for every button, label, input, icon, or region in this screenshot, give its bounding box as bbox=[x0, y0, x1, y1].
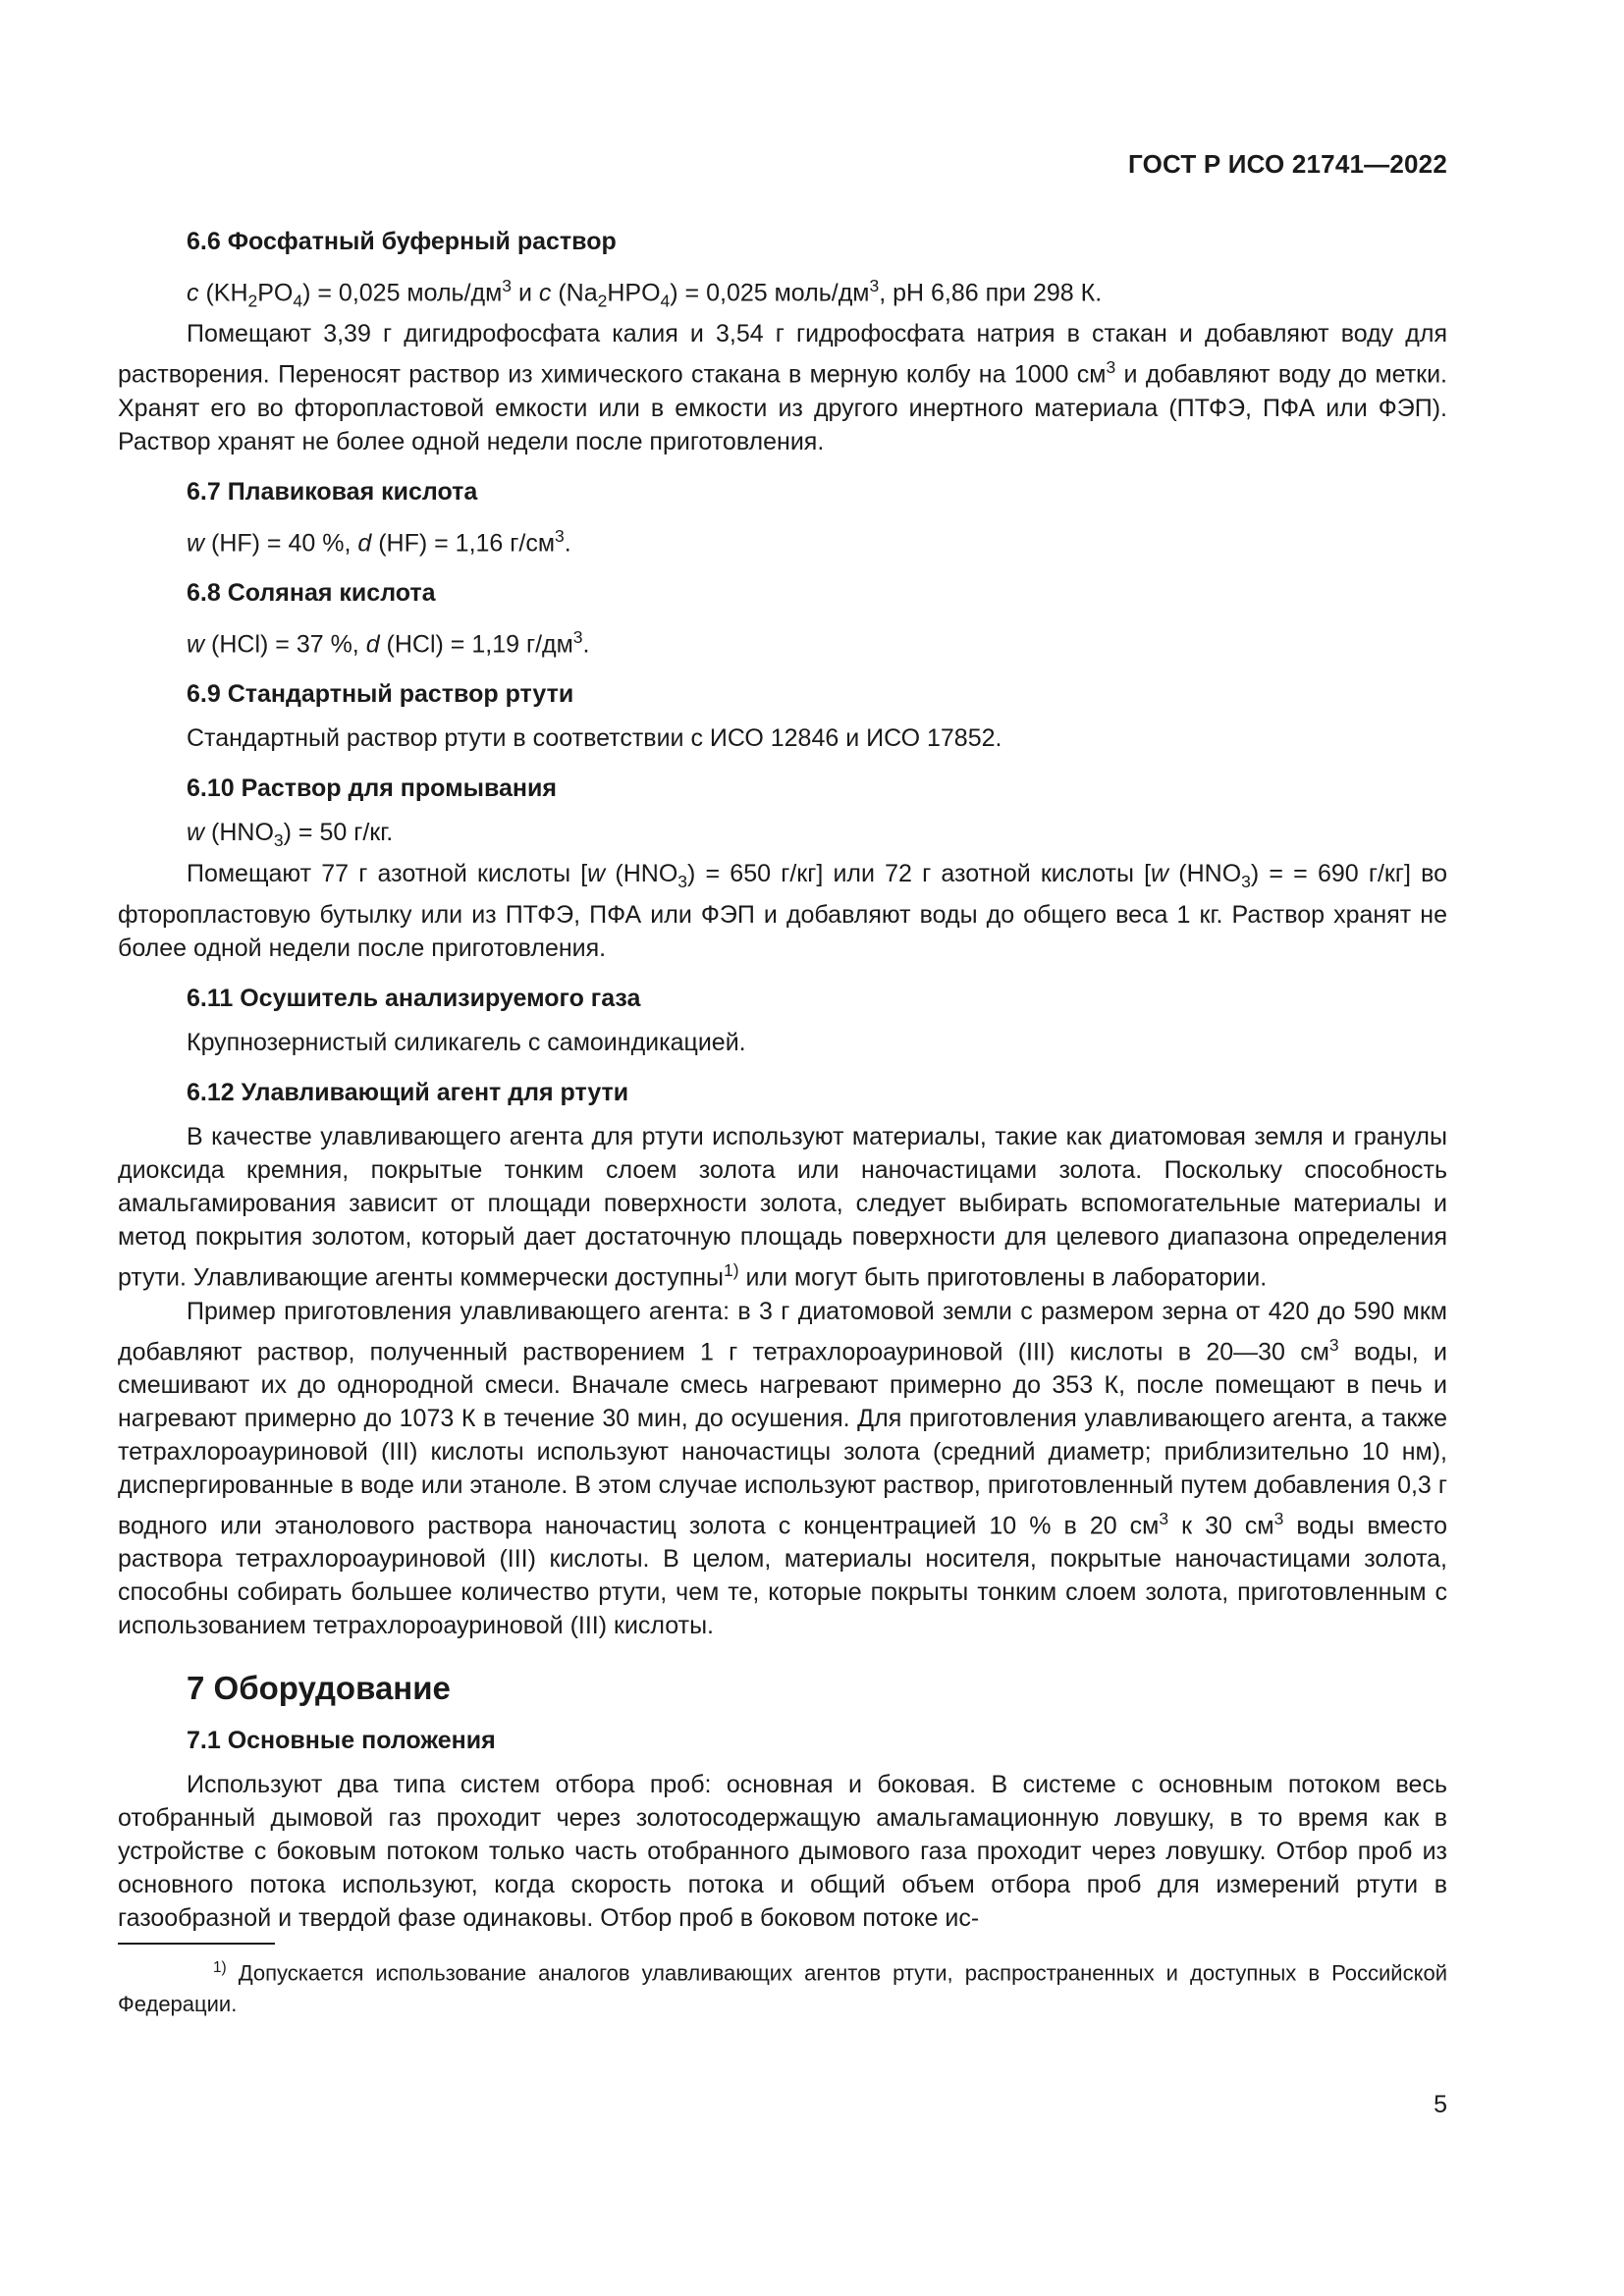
var-w: w bbox=[187, 528, 205, 557]
formula-line bbox=[187, 620, 1447, 661]
formula-part: , pH 6,86 при 298 К. bbox=[879, 279, 1103, 307]
formula-part: (HCl) = 1,19 г/дм bbox=[379, 630, 573, 659]
paragraph bbox=[118, 1295, 1447, 1643]
section-title: 6.12 Улавливающий агент для ртути bbox=[187, 1079, 629, 1107]
subscript: 3 bbox=[273, 830, 284, 851]
section-6-12 bbox=[118, 1077, 1447, 1642]
text-run: и добавляют воду до метки. Хранят его во фторопластовой емкости или в емкости из другого инертного материала (ПТФЭ, ПФА или ФЭП). Раствор хранят не более одной недели после приготовления. bbox=[118, 360, 1448, 455]
formula-part: и bbox=[512, 279, 539, 307]
formula-part: (HCl) = 37 %, bbox=[204, 630, 366, 659]
section-7 bbox=[118, 1668, 1447, 1935]
section-6-6 bbox=[118, 226, 1447, 458]
var-d: d bbox=[357, 528, 372, 557]
page-number: 5 bbox=[1434, 2091, 1447, 2118]
paragraph: Стандартный раствор ртути в соответствии с ИСО 12846 и ИСО 17852. bbox=[187, 724, 1002, 753]
superscript: 3 bbox=[869, 276, 880, 295]
paragraph: Крупнозернистый силикагель с самоиндикацией. bbox=[187, 1029, 746, 1057]
footnote-mark: 1) bbox=[213, 1959, 227, 1977]
section-title: 6.8 Соляная кислота bbox=[187, 578, 436, 607]
superscript: 3 bbox=[555, 525, 565, 546]
text-run: (HNO bbox=[1168, 860, 1242, 888]
paragraph: Используют два типа систем отбора проб: основная и боковая. В системе с основным потоком весь отобранный дымовой газ проходит через золотосодержащую амальгамационную ловушку, в то время как в устройстве с боковым потоком только часть отобранного дымового газа проходит через ловушку. Отбор проб из основного потока используют, когда скорость потока и общий объем отбора проб для измерений ртути в газообразной и твердой фазе одинаковы. Отбор проб в боковом потоке ис- bbox=[118, 1771, 1447, 1933]
footnote-ref: 1) bbox=[724, 1260, 739, 1281]
paragraph bbox=[118, 317, 1447, 457]
section-title: 6.7 Плавиковая кислота bbox=[187, 477, 478, 506]
var-w: w bbox=[187, 819, 205, 847]
text-run: В качестве улавливающего агента для ртути используют материалы, такие как диатомовая земля и гранулы диоксида кремния, покрытые тонким слоем золота или наночастицами золота. Поскольку способность амальгамирования зависит от площади поверхности золота, следует выбирать вспомогательные материалы и метод покрытия золотом, который дает достаточную площадь поверхности для целевого диапазона определения ртути. Улавливающие агенты коммерчески доступны bbox=[118, 1123, 1447, 1292]
chapter-title: 7 Оборудование bbox=[187, 1670, 451, 1707]
section-6-11 bbox=[118, 983, 1447, 1059]
document-header: ГОСТ Р ИСО 21741—2022 bbox=[1127, 149, 1447, 179]
section-6-7 bbox=[118, 476, 1447, 560]
formula-part: . bbox=[564, 528, 571, 557]
text-run: Пример приготовления улавливающего агента: в 3 г диатомовой земли с размером зерна от 420 до 590 мкм добавляют раствор, полученный растворением 1 г тетрахлороауриновой (III) кислоты в 20—30 см bbox=[118, 1297, 1447, 1365]
formula-part: ) = 0,025 моль/дм bbox=[670, 279, 870, 307]
subscript: 3 bbox=[677, 872, 688, 892]
text-run: ) = 650 г/кг] или 72 г азотной кислоты [ bbox=[687, 860, 1152, 888]
section-title: 6.10 Раствор для промывания bbox=[187, 774, 557, 803]
superscript: 3 bbox=[1328, 1334, 1339, 1355]
section-title: 6.11 Осушитель анализируемого газа bbox=[187, 985, 641, 1013]
superscript: 3 bbox=[1159, 1508, 1169, 1528]
section-title: 7.1 Основные положения bbox=[187, 1727, 496, 1755]
formula-line bbox=[187, 519, 1447, 560]
var-d: d bbox=[365, 630, 380, 659]
formula-part: ) = 50 г/кг. bbox=[283, 819, 394, 847]
superscript: 3 bbox=[1273, 1508, 1284, 1528]
page-content bbox=[118, 226, 1447, 2019]
var-c: c bbox=[538, 279, 552, 307]
var-w: w bbox=[187, 630, 205, 659]
formula-part: ) = 0,025 моль/дм bbox=[302, 279, 503, 307]
formula-part: PO bbox=[257, 279, 294, 307]
text-run: Помещают 77 г азотной кислоты [ bbox=[187, 860, 588, 888]
formula-part: (Na bbox=[551, 279, 598, 307]
formula-part: (HF) = 40 %, bbox=[204, 528, 358, 557]
paragraph bbox=[118, 1120, 1447, 1294]
text-run: ) = = 690 г/кг] во фторопластовую бутылку или из ПТФЭ, ПФА или ФЭП и добавляют воды до общего веса 1 кг. Раствор хранят не более одной недели после приготовления. bbox=[118, 860, 1447, 963]
section-6-9 bbox=[118, 678, 1447, 755]
paragraph bbox=[118, 857, 1447, 965]
section-6-10 bbox=[118, 773, 1447, 965]
formula-part: (KH bbox=[198, 279, 248, 307]
formula-part: (HF) = 1,16 г/см bbox=[371, 528, 556, 557]
footnote-separator bbox=[118, 1943, 275, 1945]
text-run: (HNO bbox=[605, 860, 678, 888]
section-title: 6.6 Фосфатный буферный раствор bbox=[187, 228, 617, 255]
formula-line bbox=[187, 816, 1447, 857]
formula-line bbox=[187, 269, 1447, 317]
formula-part: HPO bbox=[607, 279, 661, 307]
superscript: 3 bbox=[502, 276, 513, 295]
subscript: 2 bbox=[247, 291, 258, 311]
subscript: 2 bbox=[597, 291, 608, 311]
var-w: w bbox=[587, 860, 606, 888]
section-title: 6.9 Стандартный раствор ртути bbox=[187, 680, 574, 709]
text-run: Помещают 3,39 г дигидрофосфата калия и 3,54 г гидрофосфата натрия в стакан и добавляют воду для растворения. Переносят раствор из химического стакана в мерную колбу на 1000 см bbox=[118, 320, 1447, 389]
var-c: c bbox=[187, 279, 199, 307]
text-run: к 30 см bbox=[1168, 1512, 1274, 1540]
text-run: воды вместо раствора тетрахлороауриновой (III) кислоты. В целом, материалы носителя, покрытые наночастицами золота, способны собирать большее количество ртути, чем те, которые покрыты тонким слоем золота, приготовленным с использованием тетрахлороауриновой (III) кислоты. bbox=[118, 1512, 1447, 1640]
formula-part: . bbox=[582, 630, 590, 659]
text-run: воды, и смешивают их до однородной смеси. Вначале смесь нагревают примерно до 353 К, после помещают в печь и нагревают примерно до 1073 К в течение 30 мин, до осушения. Для приготовления улавливающего агента, а также тетрахлороауриновой (III) кислоты используют наночастицы золота (средний диаметр; приблизительно 10 нм), диспергированные в воде или этаноле. В этом случае используют раствор, приготовленный путем добавления 0,3 г водного или этанолового раствора наночастиц золота с концентрацией 10 % в 20 см bbox=[118, 1337, 1447, 1540]
subscript: 3 bbox=[1241, 872, 1251, 892]
subscript: 4 bbox=[293, 291, 303, 311]
formula-part: (HNO bbox=[204, 819, 274, 847]
var-w: w bbox=[1151, 860, 1169, 888]
section-6-8 bbox=[118, 577, 1447, 661]
footnote bbox=[118, 1952, 1447, 2018]
superscript: 3 bbox=[572, 626, 583, 647]
subscript: 4 bbox=[660, 291, 671, 311]
superscript: 3 bbox=[1106, 357, 1116, 378]
text-run: или могут быть приготовлены в лаборатории. bbox=[738, 1263, 1268, 1292]
footnote-text: Допускается использование аналогов улавливающих агентов ртути, распространенных и доступных в Российской Федерации. bbox=[118, 1960, 1447, 2016]
